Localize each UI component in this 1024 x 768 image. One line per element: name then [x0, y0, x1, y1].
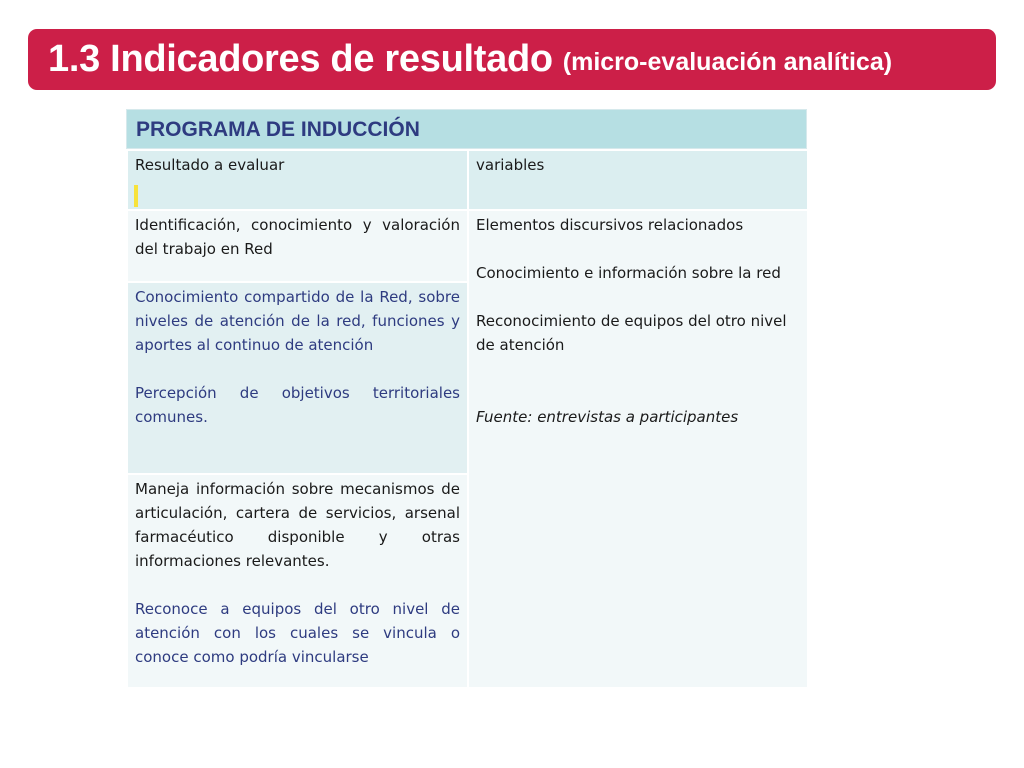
column-header-variables: variables: [468, 150, 808, 210]
result-cell-1: [127, 210, 468, 282]
title-banner: [28, 29, 996, 90]
result-text: Identificación, conocimiento y valoración del trabajo en Red: [135, 216, 460, 258]
result-cell-2: [127, 282, 468, 474]
column-header-result-label: Resultado a evaluar: [135, 156, 285, 174]
variable-item: Elementos discursivos relacionados: [476, 216, 744, 234]
page-subtitle: (micro-evaluación analítica): [562, 48, 893, 76]
results-table: [126, 149, 809, 689]
variable-item: Conocimiento e información sobre la red: [476, 264, 781, 282]
page-title: 1.3 Indicadores de resultado: [48, 38, 553, 80]
table-header-row: [127, 150, 808, 210]
program-header: PROGRAMA DE INDUCCIÓN: [126, 109, 807, 149]
variables-source: Fuente: entrevistas a participantes: [476, 408, 739, 426]
table-row: [127, 210, 808, 282]
result-text: Percepción de objetivos territoriales comunes.: [135, 384, 460, 426]
variable-item: Reconocimiento de equipos del otro nivel de atención: [476, 312, 787, 354]
indicators-table: [126, 109, 807, 689]
result-cell-3: [127, 474, 468, 688]
text-cursor-marker: [134, 185, 138, 207]
result-text: Conocimiento compartido de la Red, sobre niveles de atención de la red, funciones y aportes al continuo de atención: [135, 288, 460, 354]
variables-cell: [468, 210, 808, 688]
result-text: Maneja información sobre mecanismos de articulación, cartera de servicios, arsenal farmacéutico disponible y otras informaciones relevantes.: [135, 480, 460, 570]
result-text: Reconoce a equipos del otro nivel de atención con los cuales se vincula o conoce como podría vincularse: [135, 600, 460, 666]
column-header-result: [127, 150, 468, 210]
